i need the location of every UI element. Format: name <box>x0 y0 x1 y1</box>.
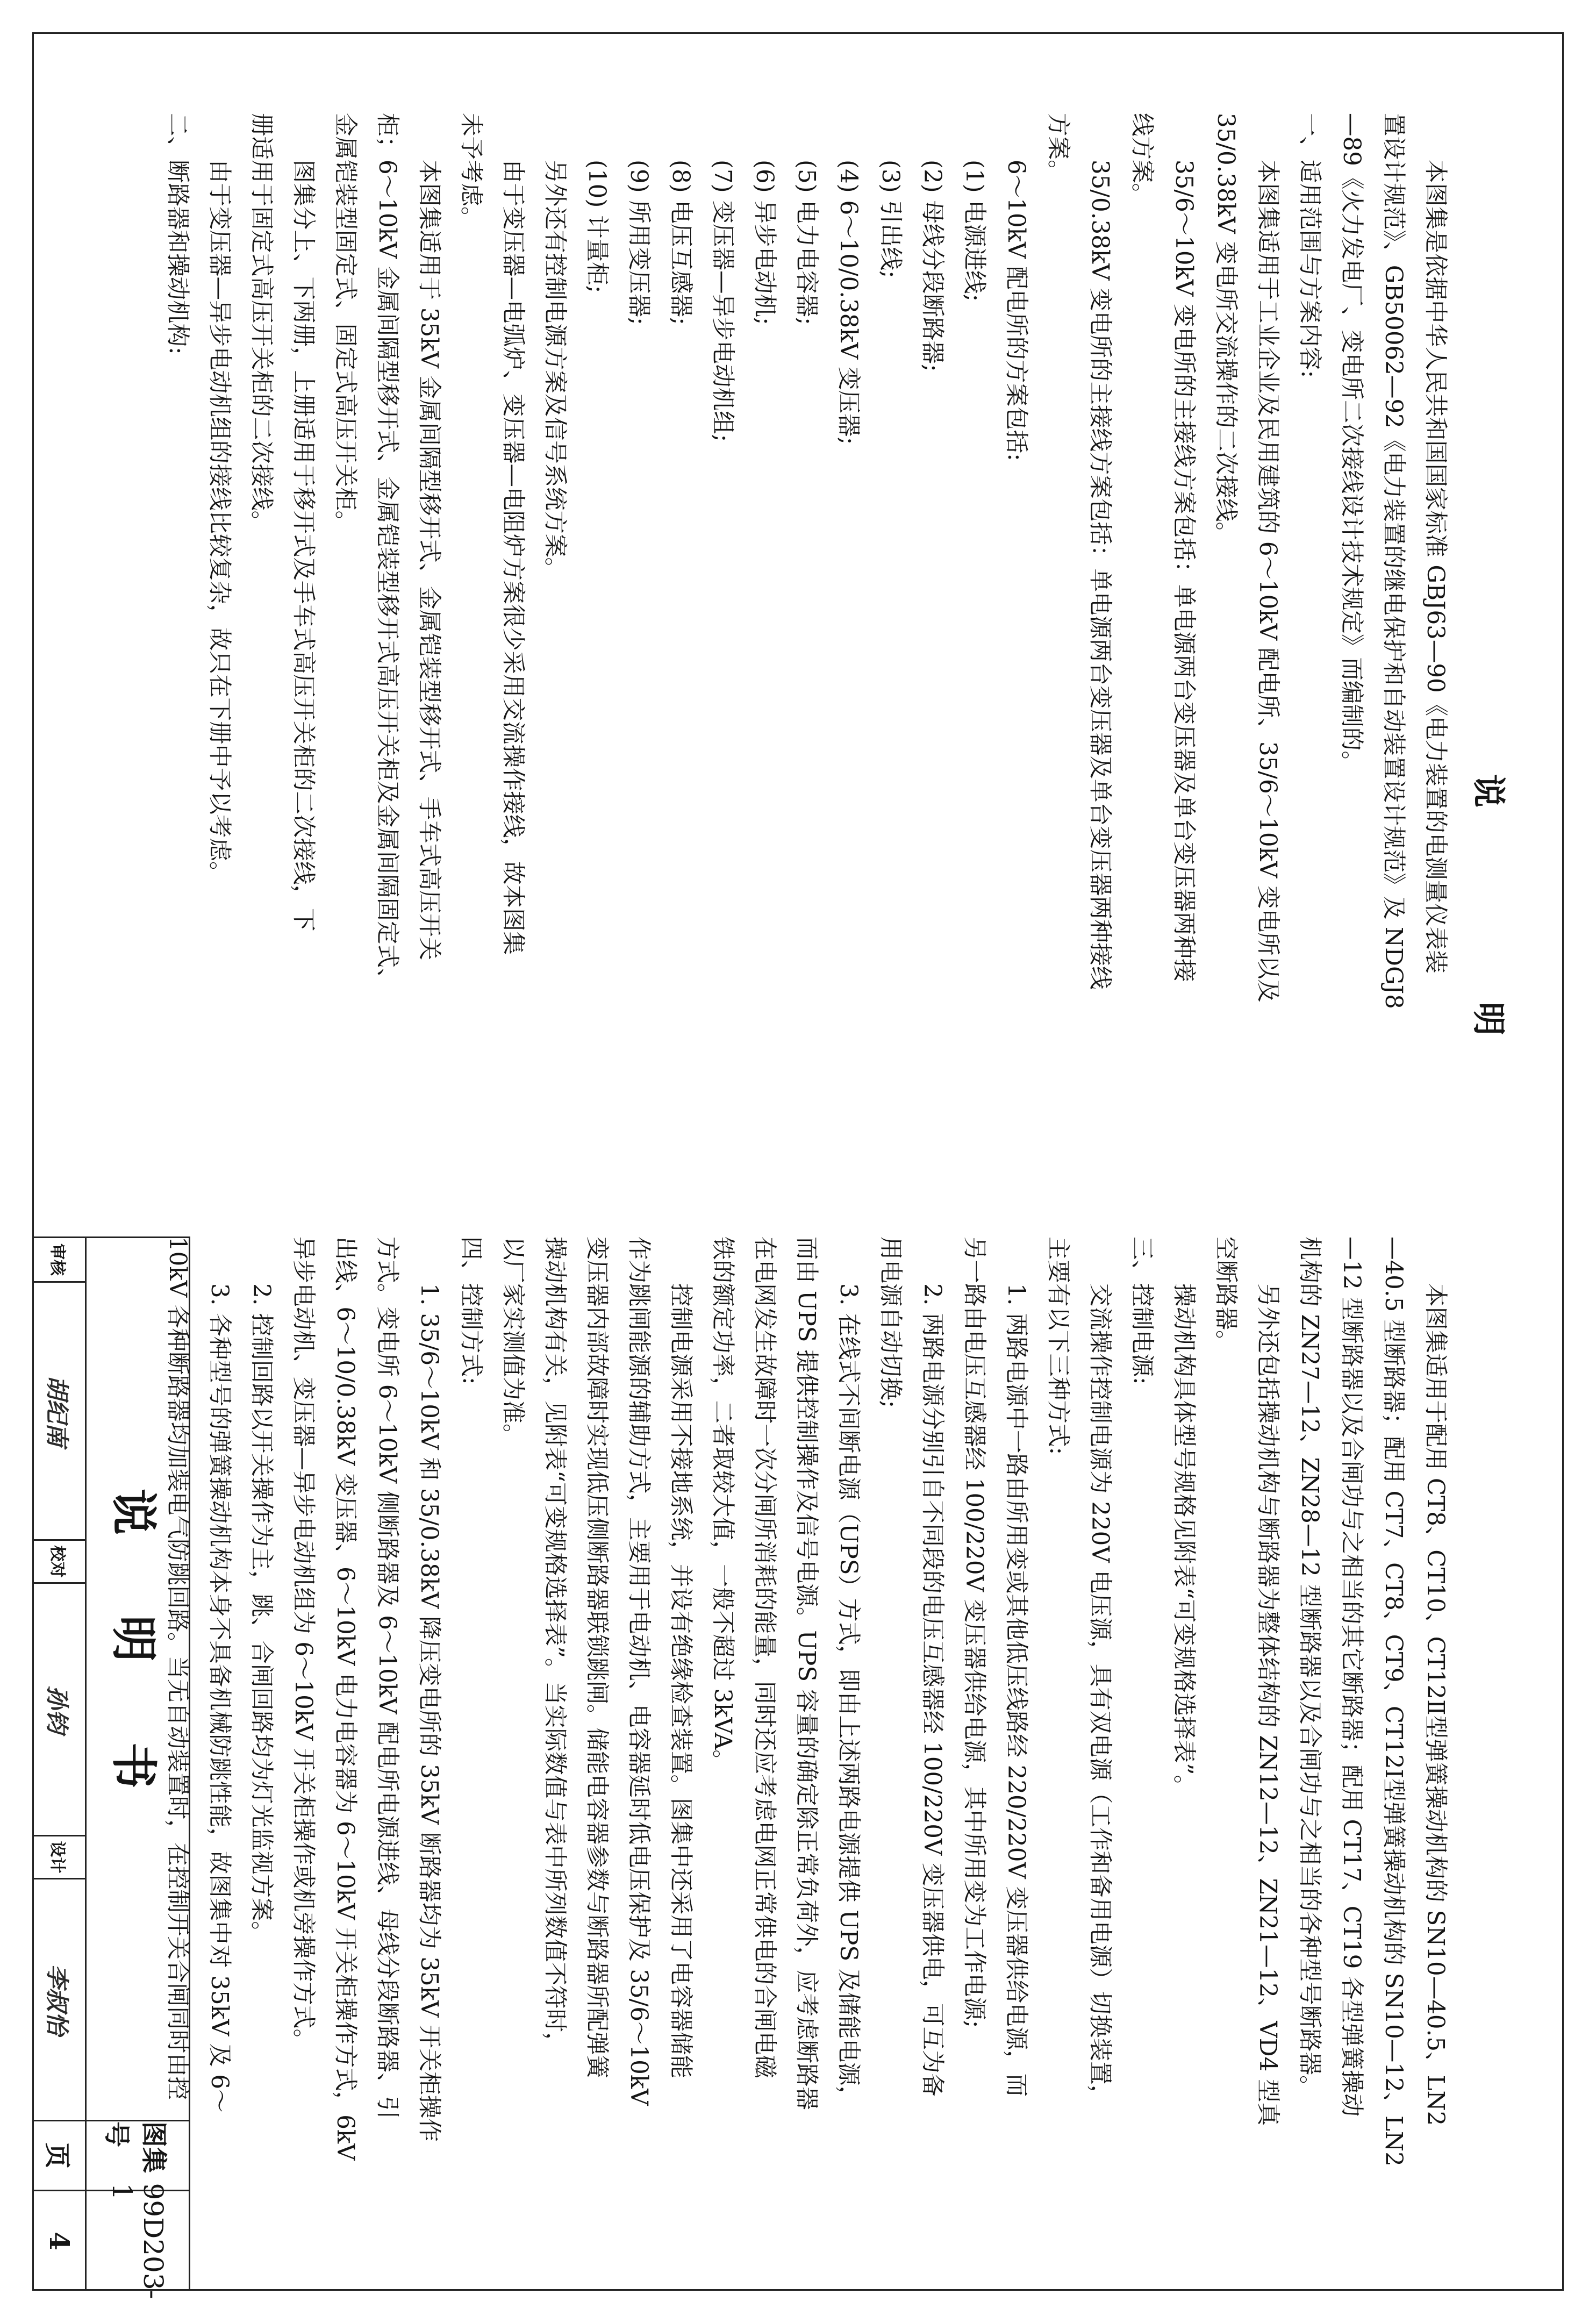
rotated-sheet <box>32 32 1564 2299</box>
text-line: 变压器内部故障时实现低压侧断路器联锁跳闸。储能电容器参数与断路器所配弹簧 <box>583 1236 610 2078</box>
text-line: 铁的额定功率，二者取较大值，一般不超过 3kVA。 <box>709 1236 736 1773</box>
text-line: —40.5 型断路器；配用 CT7、CT8、CT9、CT12Ⅰ型弹簧操动机构的 SN10—12、LN2 <box>1380 1236 1407 2167</box>
review-signature: 胡纪南 <box>32 1281 87 1539</box>
text-line: 控制电源采用不接地系统，并设有绝缘检查装置。图集中还采用了电容器储能 <box>667 1283 694 2078</box>
check-signature: 孙钧 <box>32 1582 87 1835</box>
text-line: 交流操作控制电源为 220V 电压源，具有双电源（工作和备用电源）切换装置， <box>1086 1283 1113 2108</box>
text-line: 35/0.38kV 变电所交流操作的二次接线。 <box>1212 113 1239 545</box>
atlas-no-label: 图集号 <box>87 2120 189 2190</box>
text-line: (6) 异步电动机; <box>751 160 778 325</box>
title-block <box>32 1236 190 2299</box>
text-line: 3. 各种型号的弹簧操动机构本身不具备机械防跳性能，故图集中对 35kV 及 6～ <box>206 1283 233 2113</box>
text-line: (2) 母线分段断路器; <box>919 160 946 372</box>
text-line: 10kV 各种断路器均加装电气防跳回路。当无自动装置时，在控制开关合闸同时由控 <box>164 1236 191 2100</box>
text-line: 图集分上、下两册，上册适用于移开式及手车式高压开关柜的二次接线，下 <box>290 160 317 932</box>
text-line: 由于变压器—异步电动机组的接线比较复杂，故只在下册中予以考虑。 <box>206 160 233 885</box>
text-line: 主要有以下三种方式: <box>1044 1236 1071 1455</box>
text-line: 1. 35/6～10kV 和 35/0.38kV 降压变电所的 35kV 断路器均为 35kV 开关柜操作 <box>416 1283 442 2142</box>
text-line: 册适用于固定式高压开关柜的二次接线。 <box>248 113 275 534</box>
text-line: 2. 控制回路以开关操作为主，跳、合闸回路均为灯光监视方案。 <box>248 1283 275 1945</box>
text-line: 本图集是依据中华人民共和国国家标准 GBJ63—90《电力装置的电测量仪表装 <box>1422 160 1449 974</box>
review-label: 审核 <box>48 1243 67 1276</box>
text-line: 本图集适用于 35kV 金属间隔型移开式、金属铠装型移开式、手车式高压开关 <box>416 160 442 961</box>
text-line: 35/0.38kV 变电所的主接线方案包括：单电源两台变压器及单台变压器两种接线 <box>1086 160 1113 990</box>
text-line: 线方案。 <box>1128 113 1155 206</box>
title-block-top-row <box>85 1238 189 2299</box>
text-line: (3) 引出线; <box>877 160 904 278</box>
text-line: 作为跳闸能源的辅助方式，主要用于电动机、电容器延时低电压保护及 35/6～10kV <box>625 1236 652 2106</box>
text-line: 方式。变电所 6～10kV 侧断路器及 6～10kV 配电所电源进线、母线分段断路器、引 <box>374 1236 400 2119</box>
text-line: 未予考虑。 <box>457 113 484 230</box>
design-signature: 李叔怡 <box>32 1878 87 2120</box>
text-line: 出线、6～10/0.38kV 变压器、6～10kV 电力电容器为 6～10kV 开关柜操作方式，6kV <box>332 1236 359 2161</box>
text-line: (7) 变压器—异步电动机组; <box>709 160 736 442</box>
design-label: 设计 <box>32 1835 87 1878</box>
text-line: 空断路器。 <box>1212 1236 1239 1354</box>
text-line: 操动机构具体型号规格见附表“可变规格选择表”。 <box>1170 1283 1197 1798</box>
text-line: 金属铠装型固定式、固定式高压开关柜。 <box>332 113 359 534</box>
text-line: 本图集适用于工业企业及民用建筑的 6～10kV 配电所、35/6～10kV 变电所以及 <box>1254 160 1281 1003</box>
text-line: —12 型断路器以及合闸功与之相当的其它断路器；配用 CT17、CT19 各型弹簧操动 <box>1338 1236 1365 2117</box>
text-line: 操动机构有关，见附表“可变规格选择表”。当实际数值与表中所列数值不符时， <box>541 1236 568 2056</box>
text-line: (4) 6～10/0.38kV 变压器; <box>835 160 862 445</box>
right-column <box>156 1236 1456 2204</box>
check-label: 校对 <box>32 1539 87 1582</box>
page-number: 4 <box>32 2190 87 2291</box>
text-line: 由于变压器—电弧炉、变压器—电阻炉方案很少采用交流操作接线，故本图集 <box>499 160 526 955</box>
text-line: 2. 两路电源分别引自不同段的电压互感器经 100/220V 变压器供电，可互为备 <box>919 1283 946 2097</box>
text-line: (8) 电压互感器; <box>667 160 694 325</box>
text-line: 以厂家实测值为准。 <box>499 1236 526 1447</box>
text-line: 另外还有控制电源方案及信号系统方案。 <box>541 160 568 581</box>
text-line: 用电源自动切换; <box>877 1236 904 1409</box>
text-line: 柜；6～10kV 金属间隔型移开式、金属铠装型移开式高压开关柜及金属间隔固定式、 <box>374 113 400 991</box>
text-line: 6～10kV 配电所的方案包括: <box>1003 160 1029 461</box>
text-line: 35/6～10kV 变电所的主接线方案包括：单电源两台变压器及单台变压器两种接 <box>1170 160 1197 982</box>
text-line: 本图集适用于配用 CT8、CT10、CT12Ⅱ型弹簧操动机构的 SN10—40.5、LN2 <box>1422 1283 1449 2126</box>
text-line: 方案。 <box>1044 113 1071 183</box>
text-line: 置设计规范》、GB50062—92《电力装置的继电保护和自动装置设计规范》及 NDGJ8 <box>1380 113 1407 1009</box>
text-line: 3. 在线式不间断电源（UPS）方式，即由上述两路电源提供 UPS 及储能电源， <box>835 1283 862 2109</box>
text-line: 另一路由电压互感器经 100/220V 变压器供给电源，其中所用变为工作电源; <box>961 1236 987 2028</box>
text-line: 三、控制电源: <box>1128 1236 1155 1385</box>
text-line: 二、断路器和操动机构: <box>164 113 191 355</box>
text-line: 在电网发生故障时一次分闸所消耗的能量，同时还应考虑电网正常供电的合闸电磁 <box>751 1236 778 2078</box>
text-line: (10) 计量柜; <box>583 160 610 294</box>
text-line: (9) 所用变压器; <box>625 160 652 325</box>
text-line: (1) 电源进线; <box>961 160 987 302</box>
text-line: 机构的 ZN27—12、ZN28—12 型断路器以及合闸功与之相当的各种型号断路器。 <box>1296 1236 1323 2099</box>
page-label: 页 <box>32 2120 87 2190</box>
drawing-name: 说明书 <box>106 1489 161 1869</box>
text-line: 一、适用范围与方案内容: <box>1296 113 1323 378</box>
text-line: —89《火力发电厂、变电所二次接线设计技术规定》而编制的。 <box>1338 113 1365 774</box>
text-line: 四、控制方式: <box>457 1236 484 1385</box>
text-line: (5) 电力电容器; <box>793 160 820 325</box>
text-line: 另外还包括操动机构与断路器为整体结构的 ZN12—12、ZN21—12、VD4 型真 <box>1254 1283 1281 2126</box>
atlas-no: 99D203-1 <box>87 2190 189 2291</box>
text-line: 1. 两路电源中一路由所用变或其他低压线路经 220/220V 变压器供给电源，而 <box>1003 1283 1029 2097</box>
text-line: 异步电动机、变压器—异步电动机组为 6～10kV 开关柜操作或机旁操作方式。 <box>290 1236 317 2052</box>
left-column <box>156 113 1456 1048</box>
page-title: 说 明 <box>1469 774 1508 1117</box>
text-line: 而由 UPS 提供控制操作及信号电源。UPS 容量的确定除正常负荷外，应考虑断路器 <box>793 1236 820 2110</box>
